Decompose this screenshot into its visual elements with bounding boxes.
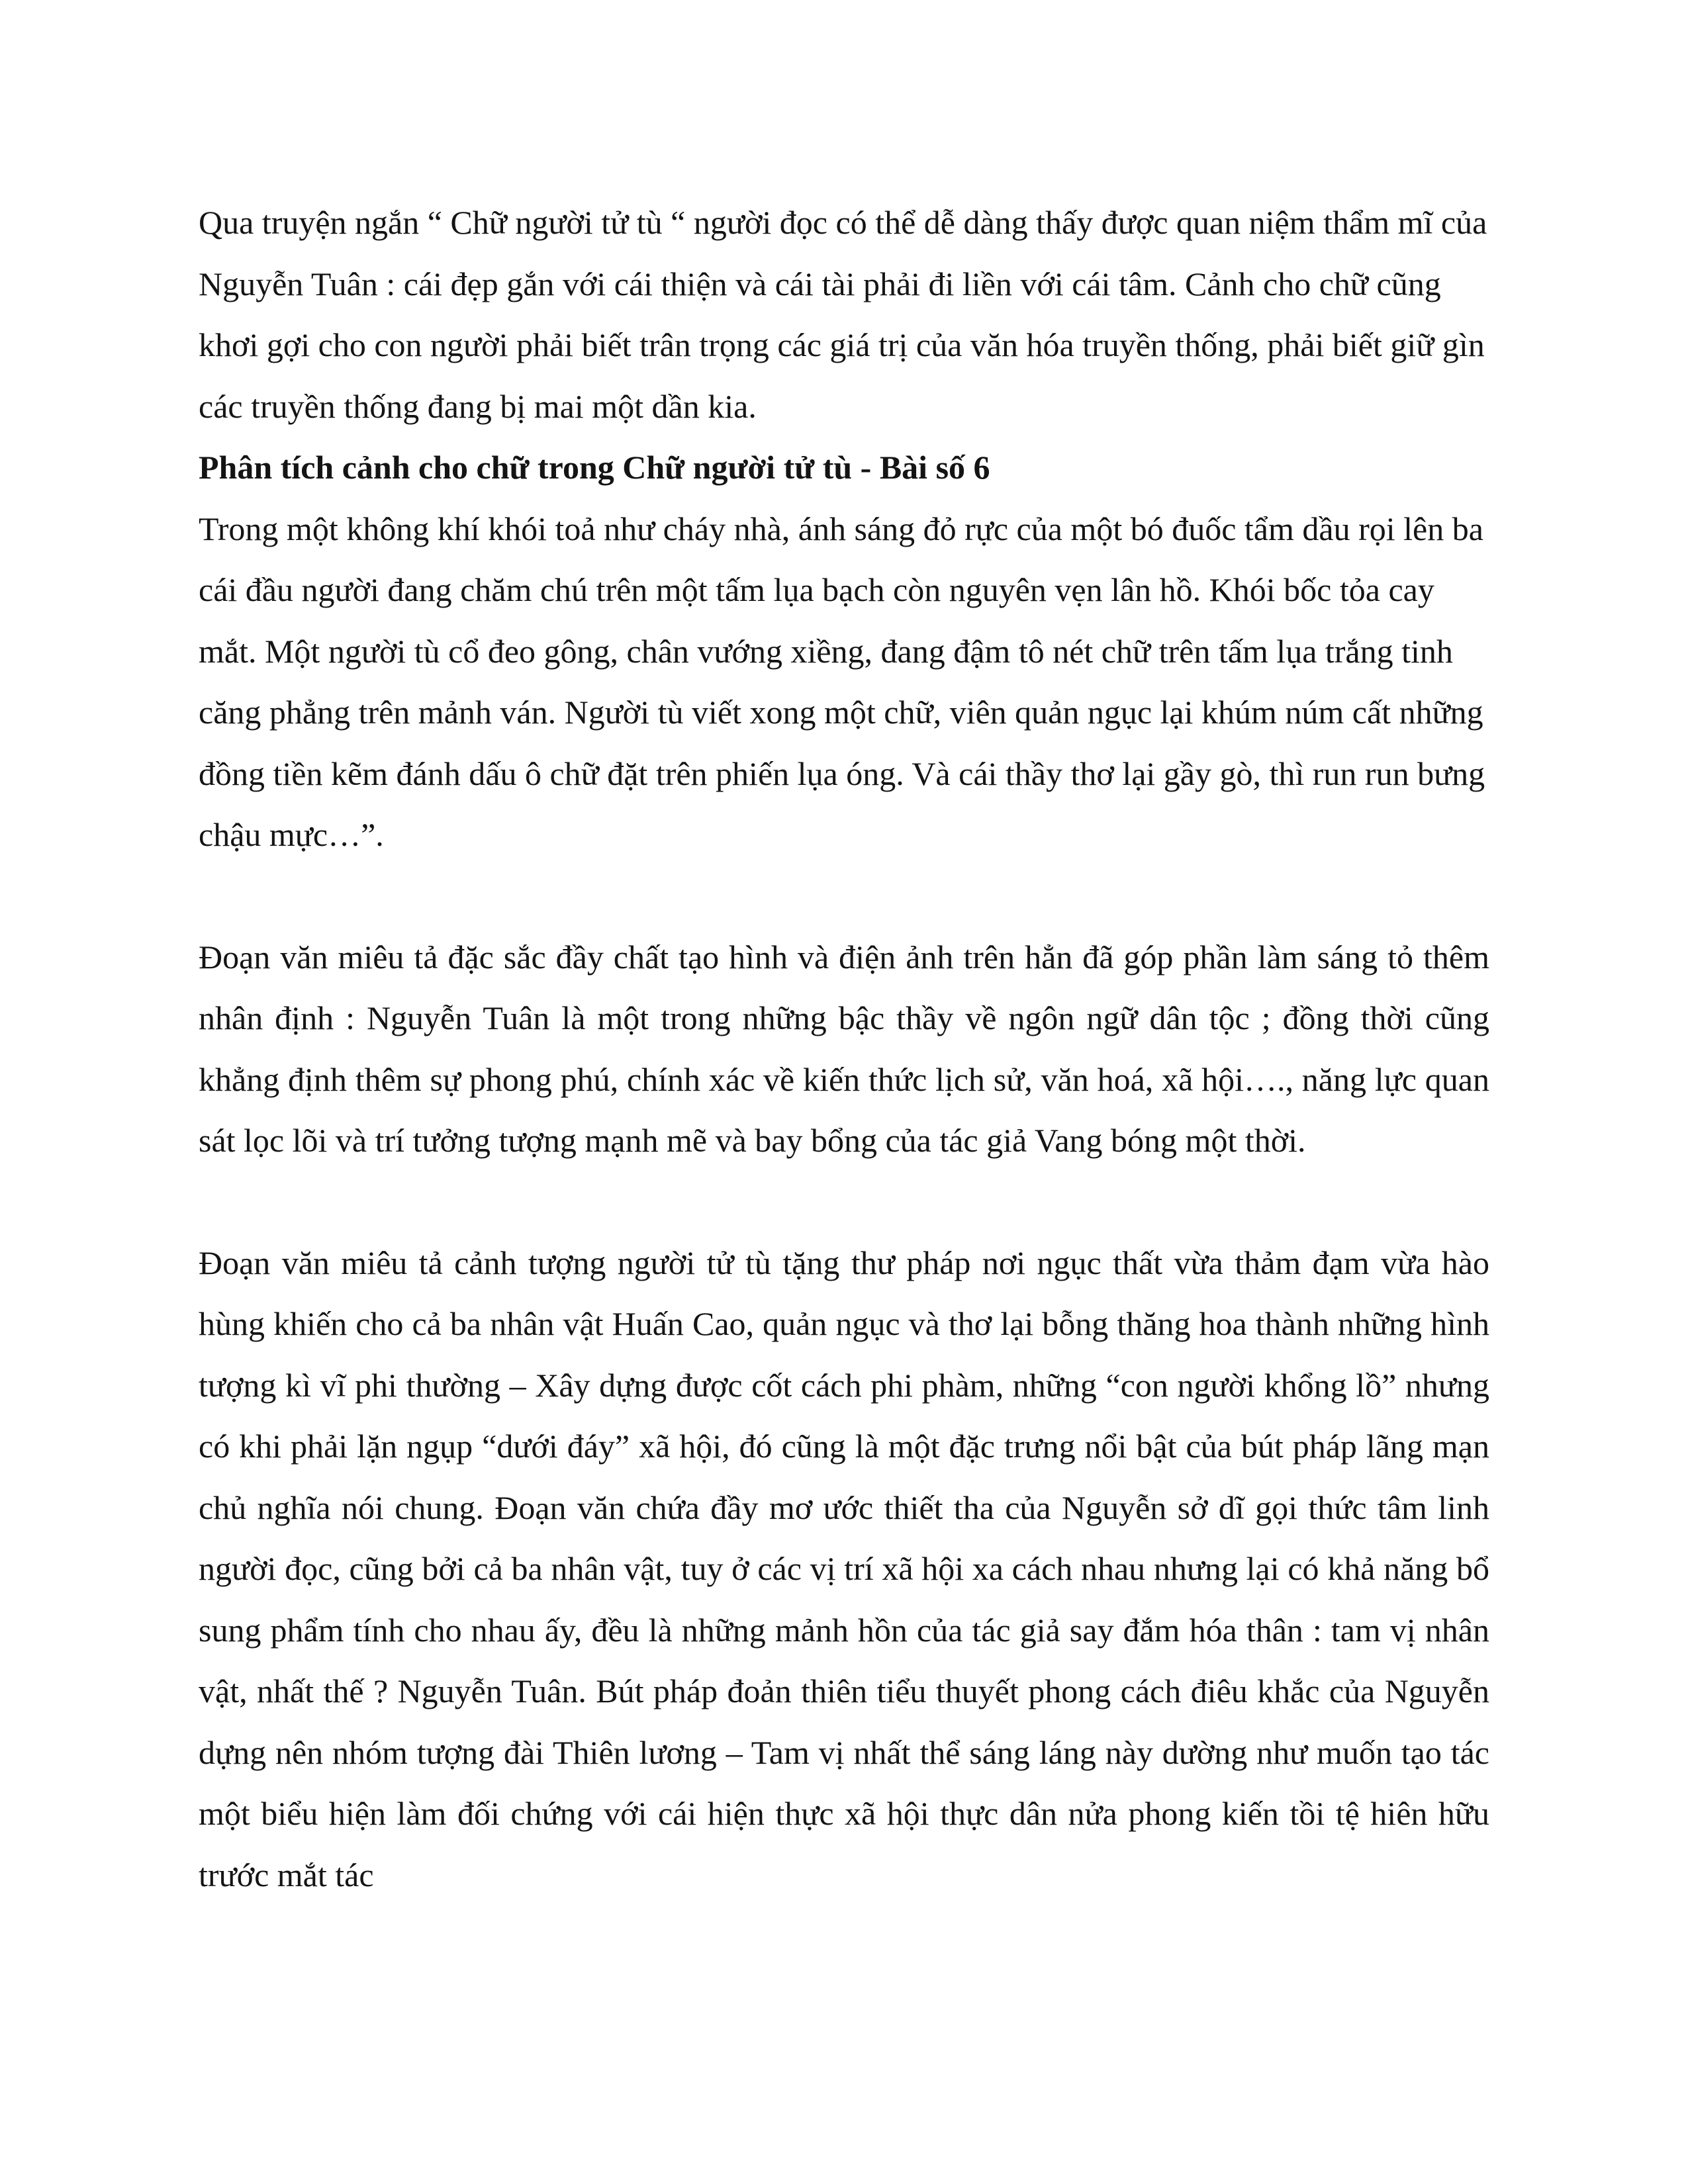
analysis-paragraph-1: Đoạn văn miêu tả đặc sắc đầy chất tạo hình và điện ảnh trên hẳn đã góp phần làm sáng tỏ thêm nhân định : Nguyễn Tuân là một trong những bậc thầy về ngôn ngữ dân tộc ; đồng thời cũng khẳng định thêm sự phong phú, chính xác về kiến thức lịch sử, văn hoá, xã hội…., năng lực quan sát lọc lõi và trí tưởng tượng mạnh mẽ và bay bổng của tác giả Vang bóng một thời.: [199, 938, 1489, 1159]
intro-paragraph: Qua truyện ngắn “ Chữ người tử tù “ người đọc có thể dễ dàng thấy được quan niệm thẩm mĩ của Nguyễn Tuân : cái đẹp gắn với cái thiện và cái tài phải đi liền với cái tâm. Cảnh cho chữ cũng khơi gợi cho con người phải biết trân trọng các giá trị của văn hóa truyền thống, phải biết giữ gìn các truyền thống đang bị mai một dần kia.: [199, 204, 1487, 425]
section-heading: Phân tích cảnh cho chữ trong Chữ người tử tù - Bài số 6: [199, 449, 990, 486]
scene-description-paragraph: Trong một không khí khói toả như cháy nhà, ánh sáng đỏ rực của một bó đuốc tẩm dầu rọi lên ba cái đầu người đang chăm chú trên một tấm lụa bạch còn nguyên vẹn lân hồ. Khói bốc tỏa cay mắt. Một người tù cổ đeo gông, chân vướng xiềng, đang đậm tô nét chữ trên tấm lụa trắng tinh căng phẳng trên mảnh ván. Người tù viết xong một chữ, viên quản ngục lại khúm núm cất những đồng tiền kẽm đánh dấu ô chữ đặt trên phiến lụa óng. Và cái thầy thơ lại gầy gò, thì run run bưng chậu mực…”.: [199, 510, 1485, 853]
analysis-paragraph-2: Đoạn văn miêu tả cảnh tượng người tử tù tặng thư pháp nơi ngục thất vừa thảm đạm vừa hào hùng khiến cho cả ba nhân vật Huấn Cao, quản ngục và thơ lại bỗng thăng hoa thành những hình tượng kì vĩ phi thường – Xây dựng được cốt cách phi phàm, những “con người khổng lồ” nhưng có khi phải lặn ngụp “dưới đáy” xã hội, đó cũng là một đặc trưng nổi bật của bút pháp lãng mạn chủ nghĩa nói chung. Đoạn văn chứa đầy mơ ước thiết tha của Nguyễn sở dĩ gọi thức tâm linh người đọc, cũng bởi cả ba nhân vật, tuy ở các vị trí xã hội xa cách nhau nhưng lại có khả năng bổ sung phẩm tính cho nhau ấy, đều là những mảnh hồn của tác giả say đắm hóa thân : tam vị nhân vật, nhất thế ? Nguyễn Tuân. Bút pháp đoản thiên tiểu thuyết phong cách điêu khắc của Nguyễn dựng nên nhóm tượng đài Thiên lương – Tam vị nhất thể sáng láng này dường như muốn tạo tác một biểu hiện làm đối chứng với cái hiện thực xã hội thực dân nửa phong kiến tồi tệ hiên hữu trước mắt tác: [199, 1244, 1489, 1893]
document-page: [199, 192, 1489, 1905]
